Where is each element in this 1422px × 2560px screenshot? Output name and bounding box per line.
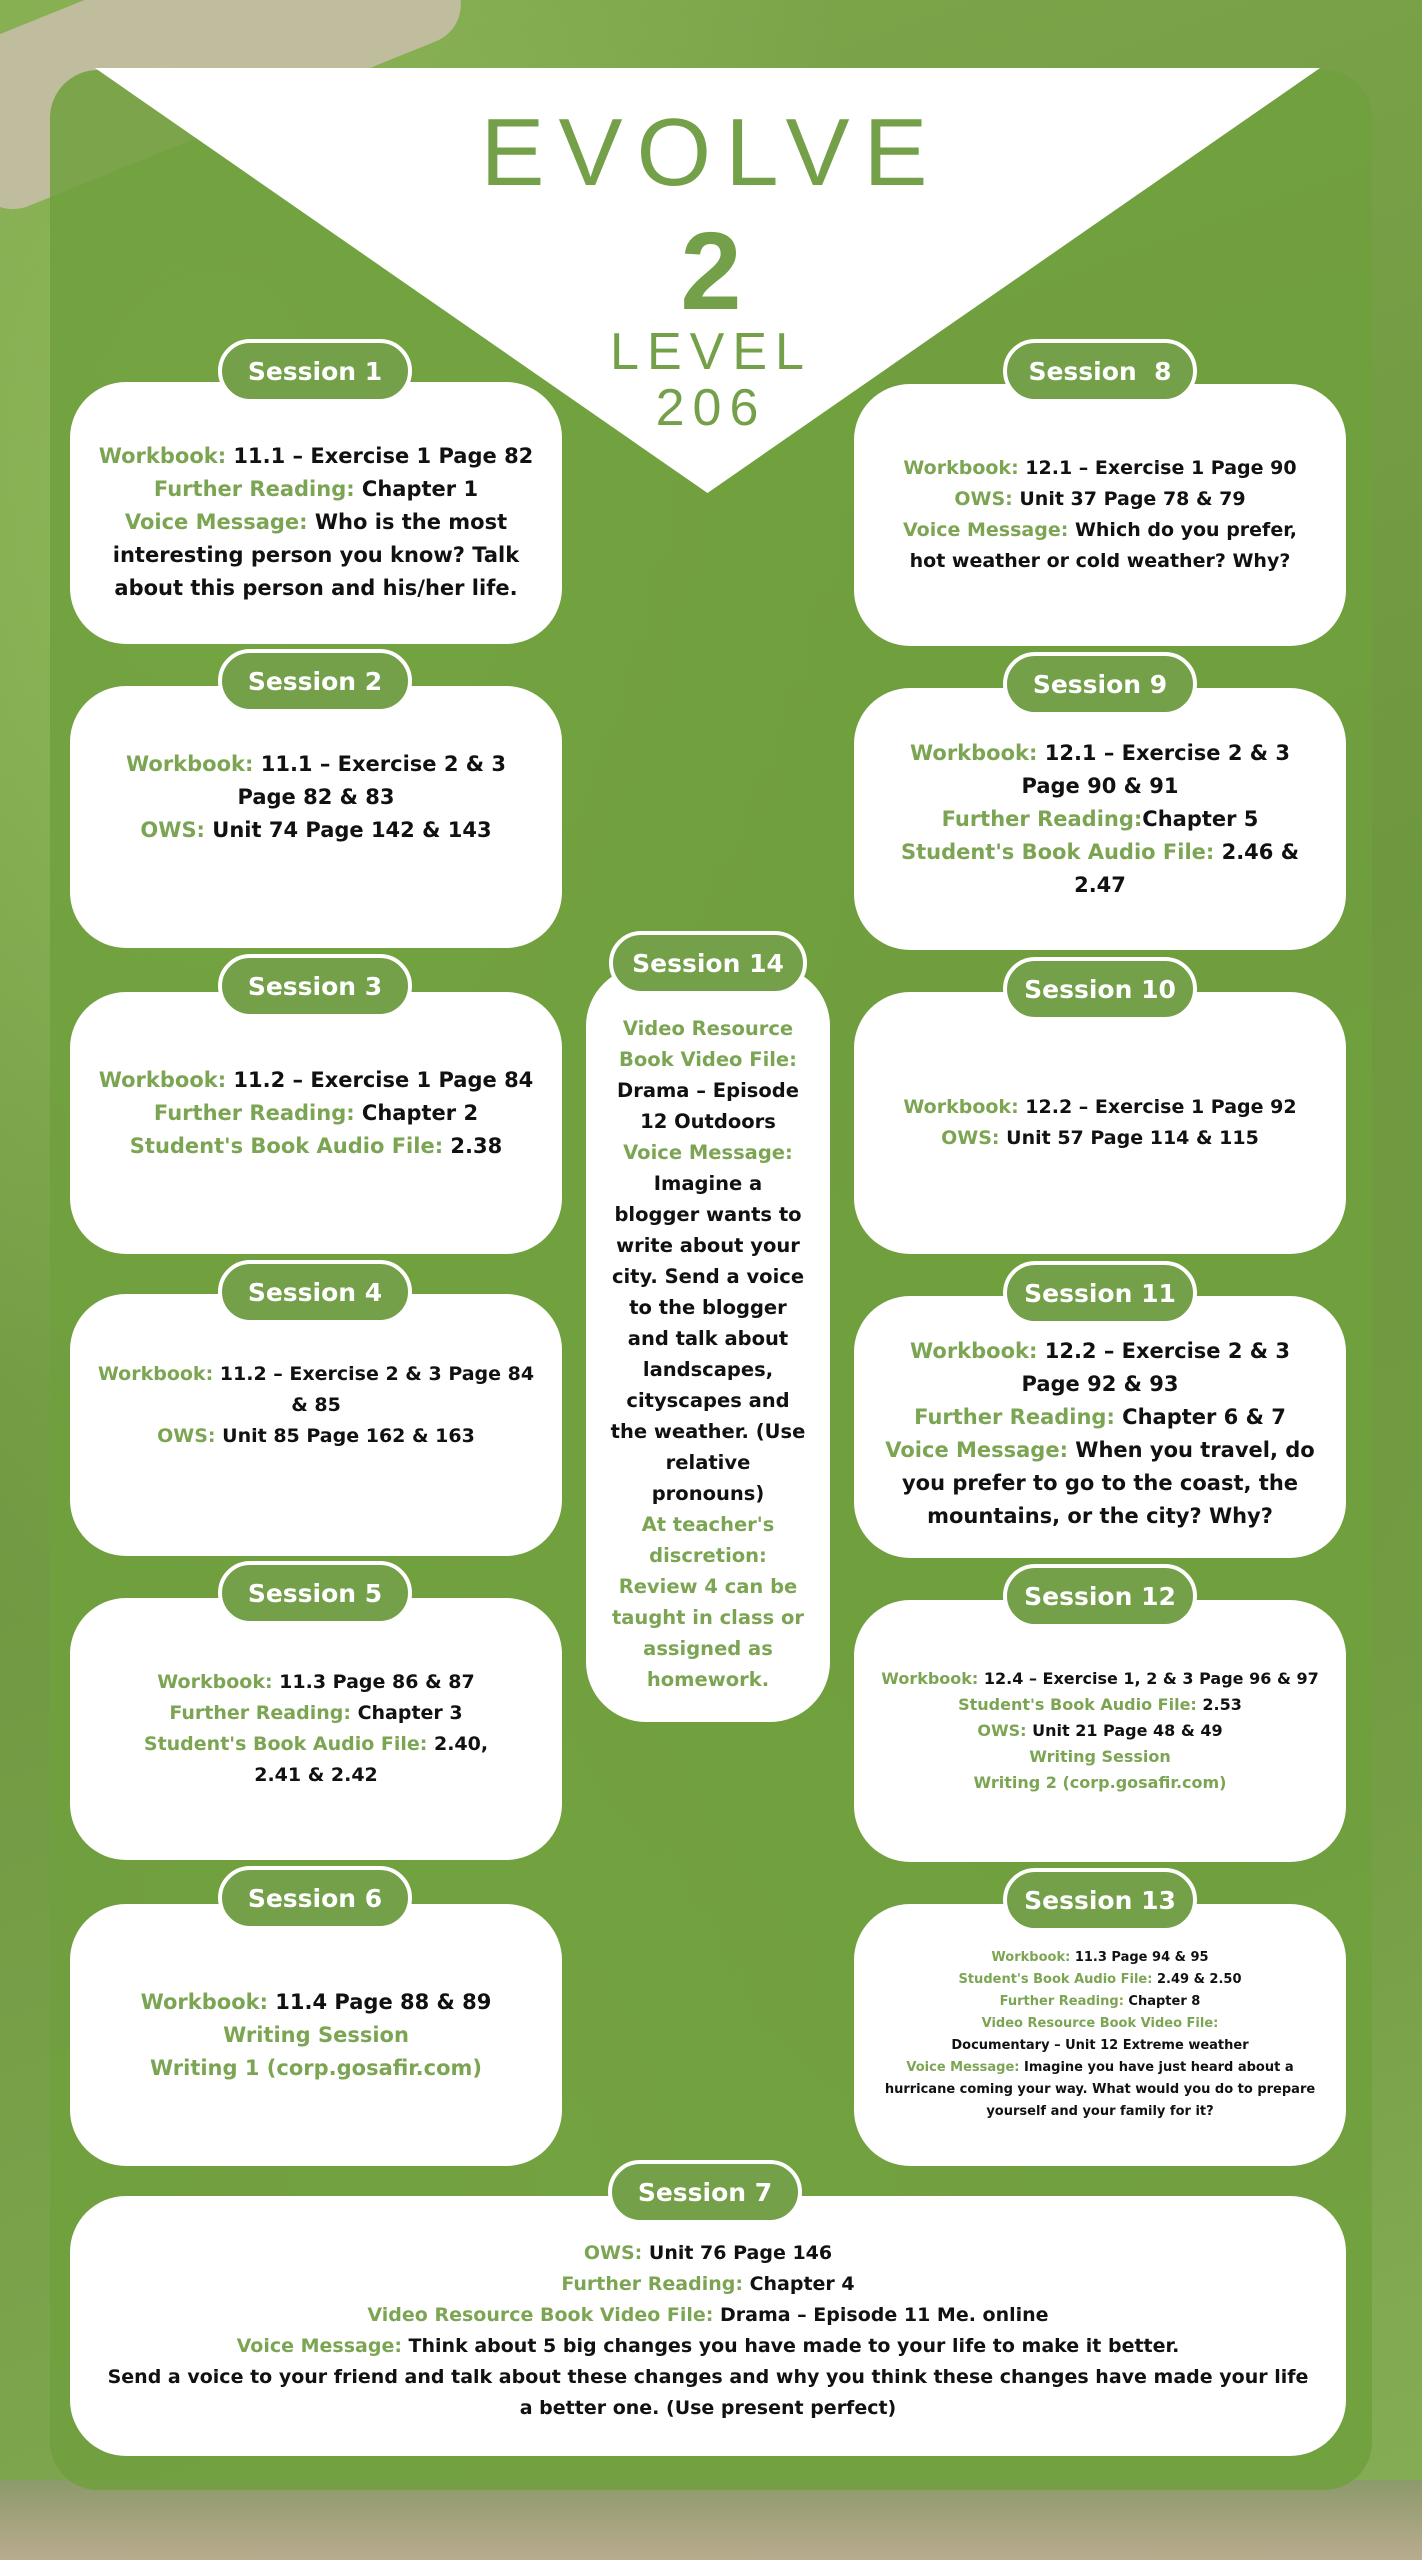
session-3-title: Session 3 [218, 954, 412, 1018]
session-4-card [70, 1294, 562, 1556]
session-7-title: Session 7 [608, 2160, 802, 2224]
field-value: Imagine a blogger wants to write about your city. Send a voice to the blogger and talk about landscapes, cityscapes and the weather. (Use relative pronouns) [610, 1172, 806, 1505]
field-value: 12.2 – Exercise 1 Page 92 [1018, 1096, 1297, 1118]
session-line [96, 2019, 536, 2052]
field-value: Who is the most interesting person you know? Talk about this person and his/her life. [112, 509, 520, 600]
field-label: Student's Book Audio File: [958, 1695, 1197, 1714]
field-label: Voice Message: [903, 519, 1069, 541]
session-8-card [854, 384, 1346, 646]
brand-title: EVOLVE [480, 99, 942, 206]
session-line [100, 2300, 1316, 2331]
session-7-card [70, 2196, 1346, 2456]
field-value: Chapter 2 [354, 1100, 479, 1125]
field-label: OWS: [954, 488, 1013, 510]
session-line [100, 2331, 1316, 2362]
field-value: When you travel, do you prefer to go to the coast, the mountains, or the city? Why? [901, 1438, 1315, 1528]
session-line [880, 1718, 1320, 1744]
field-value: 11.3 Page 94 & 95 [1070, 1950, 1209, 1965]
session-13-card [854, 1904, 1346, 2166]
session-1-card [70, 382, 562, 644]
level-code: 206 [655, 379, 767, 437]
session-line [880, 1666, 1320, 1692]
session-1-title: Session 1 [218, 339, 412, 403]
field-value: Drama – Episode 11 Me. online [713, 2304, 1049, 2326]
session-line [608, 1137, 808, 1509]
field-value: 12.2 – Exercise 2 & 3 Page 92 & 93 [1021, 1339, 1291, 1396]
session-line [100, 2269, 1316, 2300]
field-value: Which do you prefer, hot weather or cold weather? Why? [909, 519, 1297, 572]
field-label: At teacher's discretion: Review 4 can be taught in class or assigned as homework. [611, 1513, 805, 1691]
session-line [136, 1729, 496, 1791]
field-label: Video Resource Book Video File: [981, 2016, 1219, 2031]
session-3-card [70, 992, 562, 1254]
field-label: Writing Session [1029, 1747, 1171, 1766]
session-14-card [586, 966, 830, 1722]
field-label: Writing 1 (corp.gosafir.com) [149, 2055, 483, 2080]
session-4-title: Session 4 [218, 1260, 412, 1324]
field-label: Voice Message: [906, 2060, 1020, 2075]
field-value: Unit 37 Page 78 & 79 [1012, 488, 1246, 510]
session-9-title: Session 9 [1003, 652, 1197, 716]
field-value: Unit 57 Page 114 & 115 [999, 1127, 1259, 1149]
field-label: Writing Session [223, 2022, 409, 2047]
session-line [96, 506, 536, 605]
field-value: 2.46 & 2.47 [1074, 839, 1300, 897]
field-label: Student's Book Audio File: [129, 1133, 444, 1158]
session-8-title: Session 8 [1003, 339, 1197, 403]
session-line [880, 1401, 1320, 1434]
session-line [880, 1991, 1320, 2013]
field-label: Workbook: [98, 1067, 227, 1092]
field-label: Workbook: [991, 1950, 1071, 1965]
field-label: Further Reading: [153, 476, 355, 501]
field-label: Voice Message: [623, 1141, 793, 1164]
session-13-title: Session 13 [1003, 1868, 1197, 1932]
session-line [900, 484, 1300, 515]
session-line [880, 2057, 1320, 2123]
field-value: Chapter 6 & 7 [1114, 1405, 1286, 1429]
field-value: 2.49 & 2.50 [1152, 1972, 1242, 1987]
field-value: Documentary – Unit 12 Extreme weather [951, 2038, 1249, 2053]
session-6-card [70, 1904, 562, 2166]
session-line [100, 2238, 1316, 2269]
session-line [880, 1947, 1320, 1969]
field-label: Voice Message: [124, 509, 308, 534]
field-value: 11.4 Page 88 & 89 [268, 1989, 492, 2014]
session-line [96, 814, 536, 847]
field-value: Think about 5 big changes you have made to your life to make it better. [401, 2335, 1180, 2357]
field-label: OWS: [157, 1424, 216, 1447]
field-label: Voice Message: [885, 1438, 1068, 1462]
session-line [136, 1698, 496, 1729]
session-line [880, 1770, 1320, 1796]
session-line [608, 1509, 808, 1695]
background-ground [0, 2480, 1422, 2560]
session-2-title: Session 2 [218, 649, 412, 713]
field-value: 11.1 – Exercise 1 Page 82 [226, 443, 534, 468]
level-label: LEVEL [610, 323, 812, 381]
session-line [880, 1123, 1320, 1154]
field-label: Workbook: [909, 740, 1038, 765]
session-line [96, 440, 536, 473]
session-5-title: Session 5 [218, 1561, 412, 1625]
field-label: OWS: [977, 1721, 1027, 1740]
session-line [96, 1064, 536, 1097]
field-label: Student's Book Audio File: [900, 839, 1215, 864]
field-label: Further Reading: [914, 1405, 1115, 1429]
field-value: Unit 21 Page 48 & 49 [1026, 1721, 1223, 1740]
session-11-title: Session 11 [1003, 1261, 1197, 1325]
session-line [100, 2362, 1316, 2424]
field-value: 12.4 – Exercise 1, 2 & 3 Page 96 & 97 [978, 1669, 1319, 1688]
field-label: OWS: [941, 1127, 1000, 1149]
field-value: 12.1 – Exercise 2 & 3 Page 90 & 91 [1021, 740, 1291, 798]
field-label: Further Reading: [941, 806, 1143, 831]
field-label: Further Reading: [169, 1702, 351, 1724]
field-label: OWS: [140, 817, 205, 842]
session-6-title: Session 6 [218, 1866, 412, 1930]
field-value: Chapter 3 [350, 1702, 463, 1724]
field-value: Chapter 8 [1123, 1994, 1201, 2009]
session-12-title: Session 12 [1003, 1564, 1197, 1628]
field-value: Drama – Episode 12 Outdoors [617, 1079, 799, 1133]
field-value: Chapter 5 [1142, 806, 1259, 831]
field-label: Workbook: [125, 751, 254, 776]
field-label: OWS: [583, 2242, 643, 2264]
field-value: 11.1 – Exercise 2 & 3 Page 82 & 83 [237, 751, 507, 809]
field-label: Workbook: [903, 1096, 1019, 1118]
session-5-card [70, 1598, 562, 1860]
session-10-card [854, 992, 1346, 1254]
field-label: Video Resource Book Video File: [619, 1017, 797, 1071]
session-line [880, 1744, 1320, 1770]
field-label: Student's Book Audio File: [143, 1733, 428, 1755]
field-label: Workbook: [98, 443, 227, 468]
level-number: 2 [680, 210, 742, 333]
session-line [900, 515, 1300, 577]
session-line [880, 1692, 1320, 1718]
field-value: Send a voice to your friend and talk about these changes and why you think these changes have made your life a better one. (Use present perfect) [107, 2366, 1309, 2419]
field-label: Workbook: [97, 1362, 214, 1385]
session-line [900, 453, 1300, 484]
session-line [96, 1359, 536, 1421]
session-line [96, 1421, 536, 1452]
session-11-card [854, 1296, 1346, 1558]
session-line [96, 1097, 536, 1130]
field-value: Imagine you have just heard about a hurricane coming your way. What would you do to prepare yourself and your family for it? [884, 2060, 1316, 2119]
field-label: Workbook: [909, 1339, 1038, 1363]
session-line [880, 737, 1320, 803]
field-value: Unit 76 Page 146 [642, 2242, 833, 2264]
field-label: Further Reading: [153, 1100, 355, 1125]
field-label: Further Reading: [999, 1994, 1124, 2009]
field-label: Student's Book Audio File: [958, 1972, 1153, 1987]
field-label: Workbook: [881, 1669, 979, 1688]
session-14-title: Session 14 [609, 931, 807, 995]
field-label: Video Resource Book Video File: [367, 2304, 714, 2326]
field-label: Workbook: [140, 1989, 268, 2014]
field-label: Voice Message: [236, 2335, 402, 2357]
field-label: Further Reading: [561, 2273, 743, 2295]
session-line [880, 803, 1320, 836]
session-10-title: Session 10 [1003, 957, 1197, 1021]
session-2-card [70, 686, 562, 948]
field-value: 2.38 [443, 1133, 503, 1158]
field-value: 11.2 – Exercise 2 & 3 Page 84 & 85 [213, 1362, 535, 1416]
session-line [880, 1335, 1320, 1401]
session-line [96, 473, 536, 506]
field-label: Workbook: [157, 1671, 273, 1693]
session-line [96, 1986, 536, 2019]
session-line [880, 836, 1320, 902]
session-9-card [854, 688, 1346, 950]
session-line [96, 748, 536, 814]
field-value: 12.1 – Exercise 1 Page 90 [1018, 457, 1297, 479]
session-line [880, 1092, 1320, 1123]
field-value: Unit 85 Page 162 & 163 [215, 1424, 475, 1447]
session-line [880, 2013, 1320, 2057]
field-label: Writing 2 (corp.gosafir.com) [973, 1773, 1227, 1792]
session-12-card [854, 1600, 1346, 1862]
field-value: 2.53 [1196, 1695, 1242, 1714]
field-value: 11.2 – Exercise 1 Page 84 [226, 1067, 534, 1092]
session-line [880, 1969, 1320, 1991]
session-line [136, 1667, 496, 1698]
session-line [96, 1130, 536, 1163]
session-line [880, 1434, 1320, 1533]
field-value: 2.40, 2.41 & 2.42 [254, 1733, 489, 1786]
session-line [608, 1013, 808, 1137]
field-value: Unit 74 Page 142 & 143 [204, 817, 492, 842]
field-label: Workbook: [903, 457, 1019, 479]
field-value: Chapter 1 [354, 476, 479, 501]
session-line [96, 2052, 536, 2085]
field-value: 11.3 Page 86 & 87 [272, 1671, 475, 1693]
field-value: Chapter 4 [742, 2273, 855, 2295]
